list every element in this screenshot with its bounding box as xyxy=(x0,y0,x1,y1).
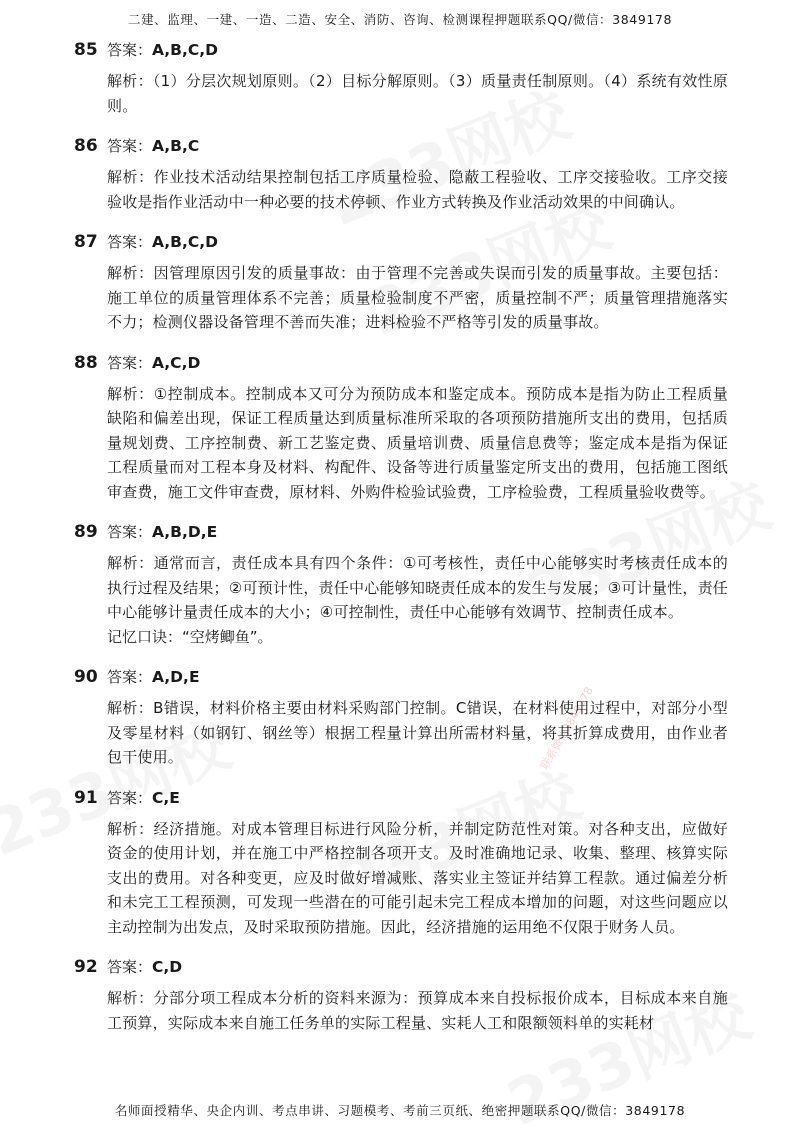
answer-value: A,B,C,D xyxy=(152,41,219,59)
explanation: 解析：通常而言，责任成本具有四个条件：①可考核性，责任中心能够实时考核责任成本的执行过程及结果；②可预计性，责任中心能够知晓责任成本的发生与发展；③可计量性，责任中心能够计量责任成本的大小；④可控制性，责任中心能够有效调节、控制责任成本。 xyxy=(107,554,728,621)
page-footer: 名师面授精华、央企内训、考点串讲、习题模考、考前三页纸、绝密押题联系QQ/微信：3849178 xyxy=(114,1103,686,1118)
answer-item xyxy=(74,37,728,118)
answer-value: C,D xyxy=(152,958,183,976)
answer-value: A,D,E xyxy=(152,668,200,686)
answer-item xyxy=(74,785,728,940)
answer-value: A,B,D,E xyxy=(152,523,218,541)
explanation: 解析：经济措施。对成本管理目标进行风险分析，并制定防范性对策。对各种支出，应做好资金的使用计划，并在施工中严格控制各项开支。及时准确地记录、收集、整理、核算实际支出的费用。对各种变更，应及时做好增减账、落实业主签证并结算工程款。通过偏差分析和未完工工程预测，可发现一些潜在的可能引起未完工程成本增加的问题，对这些问题应以主动控制为出发点，及时采取预防措施。因此，经济措施的运用绝不仅限于财务人员。 xyxy=(107,819,728,936)
answer-value: A,B,C,D xyxy=(152,233,219,251)
answer-item xyxy=(74,229,728,335)
answer-label: 答案： xyxy=(107,668,153,686)
answer-label: 答案： xyxy=(107,958,153,976)
question-number: 86 xyxy=(74,136,98,156)
question-number: 91 xyxy=(74,787,98,808)
answer-label: 答案： xyxy=(107,41,153,59)
answer-label: 答案： xyxy=(107,137,153,155)
explanation: 解析：作业技术活动结果控制包括工序质量检验、隐蔽工程验收、工序交接验收。工序交接验收是指作业活动中一种必要的技术停顿、作业方式转换及作业活动效果的中间确认。 xyxy=(107,168,728,211)
question-number: 90 xyxy=(74,667,98,687)
watermark-contact: 联系微信3849178 xyxy=(538,684,596,772)
question-number: 88 xyxy=(74,352,98,373)
answer-label: 答案： xyxy=(107,788,153,807)
answer-item xyxy=(74,954,728,1035)
answer-value: C,E xyxy=(152,788,180,807)
answer-value: A,B,C xyxy=(152,137,200,155)
answer-label: 答案： xyxy=(107,353,153,372)
answer-item xyxy=(74,519,728,649)
question-number: 92 xyxy=(74,957,98,977)
question-number: 87 xyxy=(74,232,98,252)
explanation: 解析：①控制成本。控制成本又可分为预防成本和鉴定成本。预防成本是指为防止工程质量缺陷和偏差出现，保证工程质量达到质量标准所采取的各项预防措施所支出的费用，包括质量规划费、工序控制费、新工艺鉴定费、质量培训费、质量信息费等；鉴定成本是指为保证工程质量而对工程本身及材料、构配件、设备等进行质量鉴定所支出的费用，包括施工图纸审查费，施工文件审查费，原材料、外购件检验试验费，工序检验费，工程质量验收费等。 xyxy=(107,384,728,501)
answer-label: 答案： xyxy=(107,233,153,251)
answer-item xyxy=(74,133,728,214)
explanation: 解析：因管理原因引发的质量事故：由于管理不完善或失误而引发的质量事故。主要包括：施工单位的质量管理体系不完善；质量检验制度不严密，质量控制不严；质量管理措施落实不力；检测仪器设备管理不善而失准；进料检验不严格等引发的质量事故。 xyxy=(107,264,728,331)
explanation: 解析：分部分项工程成本分析的资料来源为：预算成本来自投标报价成本，目标成本来自施工预算，实际成本来自施工任务单的实际工程量、实耗人工和限额领料单的实耗材 xyxy=(107,989,728,1032)
question-number: 85 xyxy=(74,40,98,60)
explanation: 解析：（1）分层次规划原则。（2）目标分解原则。（3）质量责任制原则。（4）系统有效性原则。 xyxy=(107,72,728,115)
answer-label: 答案： xyxy=(107,523,153,541)
answer-item xyxy=(74,350,728,505)
question-number: 89 xyxy=(74,522,98,542)
page-header: 二建、监理、一建、一造、二造、安全、消防、咨询、检测课程押题联系QQ/微信：3849178 xyxy=(127,12,673,27)
answer-list xyxy=(74,37,728,1050)
answer-item xyxy=(74,664,728,770)
answer-value: A,C,D xyxy=(152,353,201,372)
memory-tip: 记忆口诀：“空烤鲫鱼”。 xyxy=(107,627,273,646)
explanation: 解析：B错误，材料价格主要由材料采购部门控制。C错误，在材料使用过程中，对部分小型及零星材料（如钢钉、钢丝等）根据工程量计算出所需材料量，将其折算成费用，由作业者包干使用。 xyxy=(107,699,728,766)
